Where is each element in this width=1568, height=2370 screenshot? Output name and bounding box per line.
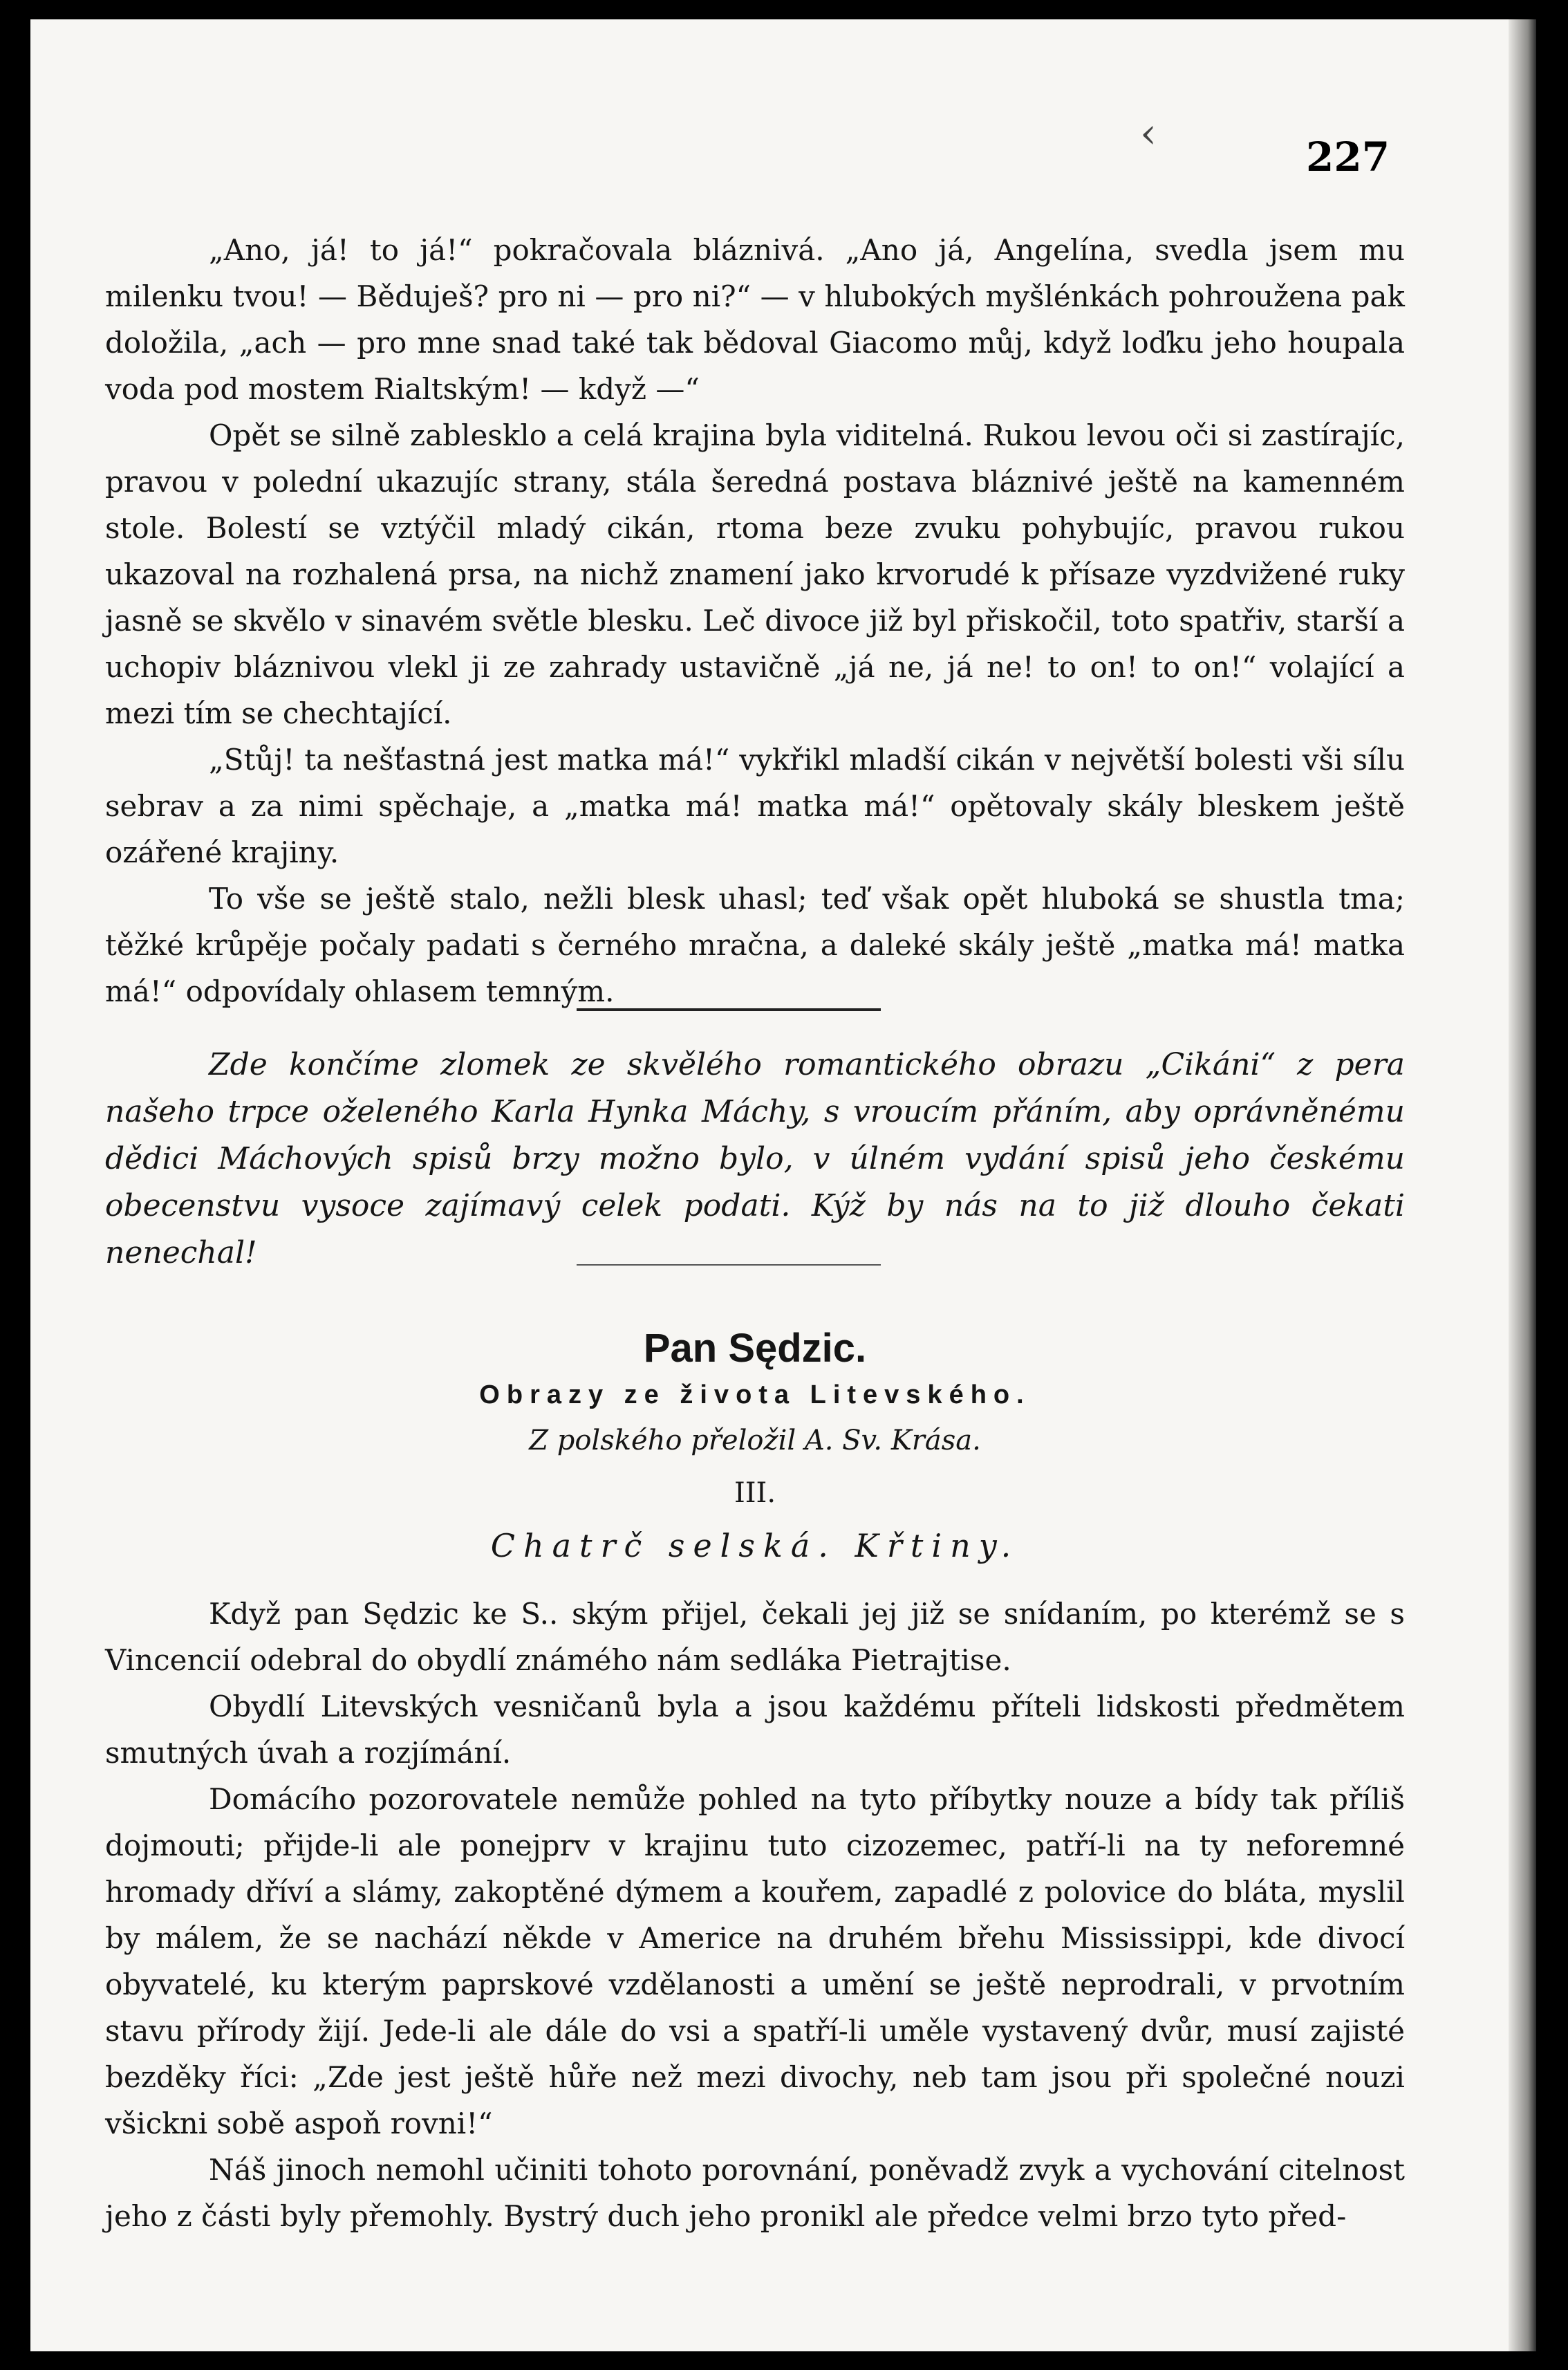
story-section [105, 227, 1405, 1015]
section-divider [577, 1008, 881, 1011]
book-page [30, 19, 1536, 2351]
page-edge [1509, 19, 1536, 2351]
paragraph: „Ano, já! to já!“ pokračovala bláznivá. „Ano já, Angelína, svedla jsem mu milenku tvou! — Běduješ? pro ni — pro ni?“ — v hlubokých myšlénkách pohroužena pak doložila, „ach — pro mne snad také tak bědoval Giacomo můj, když loďku jeho houpala voda pod mostem Rialtským! — když —“ [105, 233, 1405, 406]
page-number: 227 [1306, 133, 1390, 180]
pencil-mark: ‹ [1140, 109, 1157, 158]
chapter-title: Chatrč selská. Křtiny. [490, 1527, 1020, 1564]
article-title: Pan Sędzic. [643, 1326, 867, 1371]
article-divider [577, 1264, 881, 1266]
paragraph: Domácího pozorovatele nemůže pohled na tyto příbytky nouze a bídy tak příliš dojmouti; přijde-li ale ponejprv v krajinu tuto cizozemec, patří-li na ty neforemné hromady dříví a slámy, zakoptěné dýmem a kouřem, zapadlé z polovice do bláta, myslil by málem, že se nachází někde v Americe na druhém břehu Mississippi, kde divocí obyvatelé, ku kterým paprskové vzdělanosti a umění se ještě neprodrali, v prvotním stavu přírody žijí. Jede-li ale dále do vsi a spatří-li uměle vystavený dvůr, musí zajisté bezděky říci: „Zde jest ještě hůře než mezi divochy, neb tam jsou při společné nouzi všickni sobě aspoň rovni!“ [105, 1782, 1405, 2140]
chapter-number: III. [734, 1477, 776, 1509]
editorial-note [105, 1041, 1405, 1277]
paragraph: Když pan Sędzic ke S.. ským přijel, čekali jej již se snídaním, po kterémž se s Vincencií odebral do obydlí známého nám sedláka Pietrajtise. [105, 1597, 1405, 1677]
translator-credit: Z polského přeložil A. Sv. Krása. [529, 1425, 981, 1456]
article-subtitle: Obrazy ze života Litevského. [479, 1380, 1031, 1409]
editorial-note-text: Zde končíme zlomek ze skvělého romantického obrazu „Cikáni“ z pera našeho trpce oželeného Karla Hynka Máchy, s vroucím přáním, aby oprávněnému dědici Máchových spisů brzy možno bylo, v úlném vydání spisů jeho českému obecenstvu vysoce zajímavý celek podati. Kýž by nás na to již dlouho čekati nenechal! [105, 1047, 1405, 1270]
article-body [105, 1591, 1405, 2239]
paragraph: Opět se silně zablesklo a celá krajina byla viditelná. Rukou levou oči si zastírajíc, pravou v polední ukazujíc strany, stála šeredná postava bláznivé ještě na kamenném stole. Bolestí se vztýčil mladý cikán, rtoma beze zvuku pohybujíc, pravou rukou ukazoval na rozhalená prsa, na nichž znamení jako krvorudé k přísaze vyzdvižené ruky jasně se skvělo v sinavém světle blesku. Leč divoce již byl přiskočil, toto spatřiv, starší a uchopiv bláznivou vlekl ji ze zahrady ustavičně „já ne, já ne! to on! to on!“ volající a mezi tím se chechtající. [105, 418, 1405, 730]
paragraph: „Stůj! ta nešťastná jest matka má!“ vykřikl mladší cikán v největší bolesti vši sílu sebrav a za nimi spěchaje, a „matka má! matka má!“ opětovaly skály bleskem ještě ozářené krajiny. [105, 743, 1405, 869]
paragraph: To vše se ještě stalo, nežli blesk uhasl; teď však opět hluboká se shustla tma; těžké krůpěje počaly padati s černého mračna, a daleké skály ještě „matka má! matka má!“ odpovídaly ohlasem temným. [105, 882, 1405, 1008]
paragraph: Obydlí Litevských vesničanů byla a jsou každému příteli lidskosti předmětem smutných úvah a rozjímání. [105, 1689, 1405, 1770]
paragraph: Náš jinoch nemohl učiniti tohoto porovnání, poněvadž zvyk a vychování citelnost jeho z části byly přemohly. Bystrý duch jeho pronikl ale předce velmi brzo tyto před- [105, 2153, 1405, 2233]
